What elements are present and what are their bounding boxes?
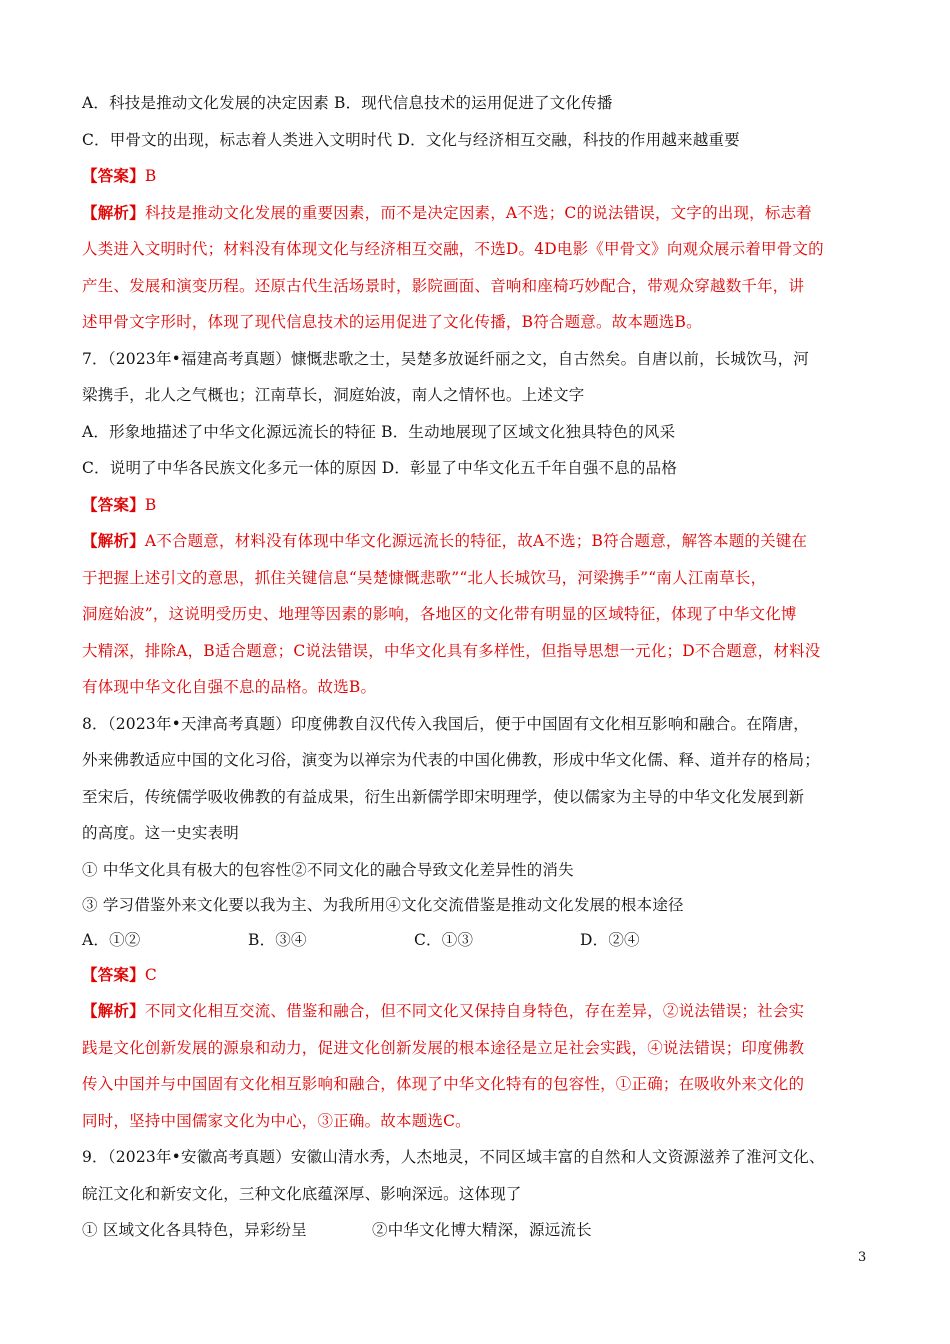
q8-statement-row-2: [82, 895, 872, 930]
q8-option-c: C．①③: [414, 930, 474, 949]
analysis-line: 洞庭始波”，这说明受历史、地理等因素的影响，各地区的文化带有明显的区域特征，体现了中华文化博: [82, 605, 797, 623]
q8-option-a: A．①②: [82, 930, 141, 949]
q6-options-row-1: [82, 93, 872, 130]
analysis-line: 同时，坚持中国儒家文化为中心，③正确。故本题选C。: [82, 1111, 471, 1130]
stem-line: 9．（2023年•安徽高考真题）安徽山清水秀，人杰地灵，不同区域丰富的自然和人文资源滋养了淮河文化、: [82, 1148, 825, 1166]
analysis-line: 科技是推动文化发展的重要因素，而不是决定因素，A不选；C的说法错误，文字的出现，标志着: [144, 203, 812, 222]
answer-value: C: [144, 965, 157, 984]
q8-stem: [82, 714, 872, 860]
q8-analysis: [82, 1001, 872, 1147]
analysis-line: 人类进入文明时代；材料没有体现文化与经济相互交融，不选D。4D电影《甲骨文》向观众展示着甲骨文的: [82, 240, 824, 258]
analysis-line: 述甲骨文字形时，体现了现代信息技术的运用促进了文化传播，B符合题意。故本题选B。: [82, 313, 702, 331]
q7-analysis: [82, 531, 872, 714]
stem-line: 8．（2023年•天津高考真题）印度佛教自汉代传入我国后，便于中国固有文化相互影响和融合。在隋唐，: [82, 714, 810, 733]
q8-option-d: D．②④: [580, 930, 640, 949]
q6-option-line-1: A．科技是推动文化发展的决定因素 B．现代信息技术的运用促进了文化传播: [82, 94, 613, 112]
stem-line: 皖江文化和新安文化，三种文化底蕴深厚、影响深远。这体现了: [82, 1184, 522, 1203]
analysis-line: A不合题意，材料没有体现中华文化源远流长的特征，故A不选；B符合题意，解答本题的关键在: [144, 532, 808, 550]
analysis-line: 于把握上述引文的意思，抓住关键信息“吴楚慷慨悲歌”“北人长城饮马，河梁携手”“南人江南草长，: [82, 568, 767, 587]
q8-option-b: B．③④: [248, 930, 307, 949]
q6-answer: [82, 166, 872, 203]
answer-label: 【答案】: [82, 964, 145, 984]
q9-statement-1: ① 区域文化各具特色，异彩纷呈: [82, 1221, 307, 1239]
analysis-line: 践是文化创新发展的源泉和动力，促进文化创新发展的根本途径是立足社会实践，④说法错误；印度佛教: [82, 1038, 805, 1057]
q8-options: [82, 930, 872, 965]
analysis-line: 有体现中华文化自强不息的品格。故选B。: [82, 678, 377, 696]
q8-statement-line-2: ③ 学习借鉴外来文化要以我为主、为我所用④文化交流借鉴是推动文化发展的根本途径: [82, 895, 684, 914]
answer-label: 【答案】: [82, 166, 145, 185]
stem-line: 外来佛教适应中国的文化习俗，演变为以禅宗为代表的中国化佛教，形成中华文化儒、释、道并存的格局；: [82, 751, 820, 769]
analysis-label: 【解析】: [82, 531, 145, 550]
q7-options-row-1: [82, 422, 872, 459]
q6-option-line-2: C．甲骨文的出现，标志着人类进入文明时代 D．文化与经济相互交融，科技的作用越来越重要: [82, 130, 740, 149]
page-content: [82, 93, 872, 1255]
q7-stem: [82, 349, 872, 422]
q9-stem: [82, 1147, 872, 1220]
analysis-label: 【解析】: [82, 202, 145, 222]
analysis-line: 大精深，排除A，B适合题意；C说法错误，中华文化具有多样性，但指导思想一元化；D不合题意，材料没: [82, 641, 821, 660]
q7-option-line-2: C．说明了中华各民族文化多元一体的原因 D．彰显了中华文化五千年自强不息的品格: [82, 459, 678, 477]
stem-line: 的高度。这一史实表明: [82, 824, 240, 842]
stem-line: 至宋后，传统儒学吸收佛教的有益成果，衍生出新儒学即宋明理学，使以儒家为主导的中华文化发展到新: [82, 787, 805, 806]
analysis-line: 传入中国并与中国固有文化相互影响和融合，体现了中华文化特有的包容性，①正确；在吸收外来文化的: [82, 1075, 805, 1093]
q6-options-row-2: [82, 130, 872, 167]
answer-value: B: [144, 167, 157, 185]
stem-line: 梁携手，北人之气概也；江南草长，洞庭始波，南人之情怀也。上述文字: [82, 386, 585, 404]
q7-answer: [82, 495, 872, 532]
q7-option-line-1: A．形象地描述了中华文化源远流长的特征 B．生动地展现了区域文化独具特色的风采: [82, 422, 676, 441]
q8-statement-line-1: ① 中华文化具有极大的包容性②不同文化的融合导致文化差异性的消失: [82, 860, 574, 879]
stem-line: 7．（2023年•福建高考真题）慷慨悲歌之士，吴楚多放诞纤丽之文，自古然矣。自唐以前，长城饮马，河: [82, 349, 810, 368]
q8-answer: [82, 965, 872, 1002]
analysis-line: 产生、发展和演变历程。还原古代生活场景时，影院画面、音响和座椅巧妙配合，带观众穿越数千年，讲: [82, 276, 805, 295]
answer-value: B: [144, 495, 157, 514]
page-number: 3: [858, 1250, 867, 1265]
q7-options-row-2: [82, 458, 872, 495]
q9-statements: [82, 1220, 872, 1255]
q9-statement-2: ②中华文化博大精深，源远流长: [372, 1221, 592, 1239]
analysis-line: 不同文化相互交流、借鉴和融合，但不同文化又保持自身特色，存在差异，②说法错误；社会实: [144, 1002, 805, 1020]
q8-statement-row-1: [82, 860, 872, 895]
analysis-label: 【解析】: [82, 1001, 145, 1020]
answer-label: 【答案】: [82, 494, 145, 514]
q6-analysis: [82, 203, 872, 349]
